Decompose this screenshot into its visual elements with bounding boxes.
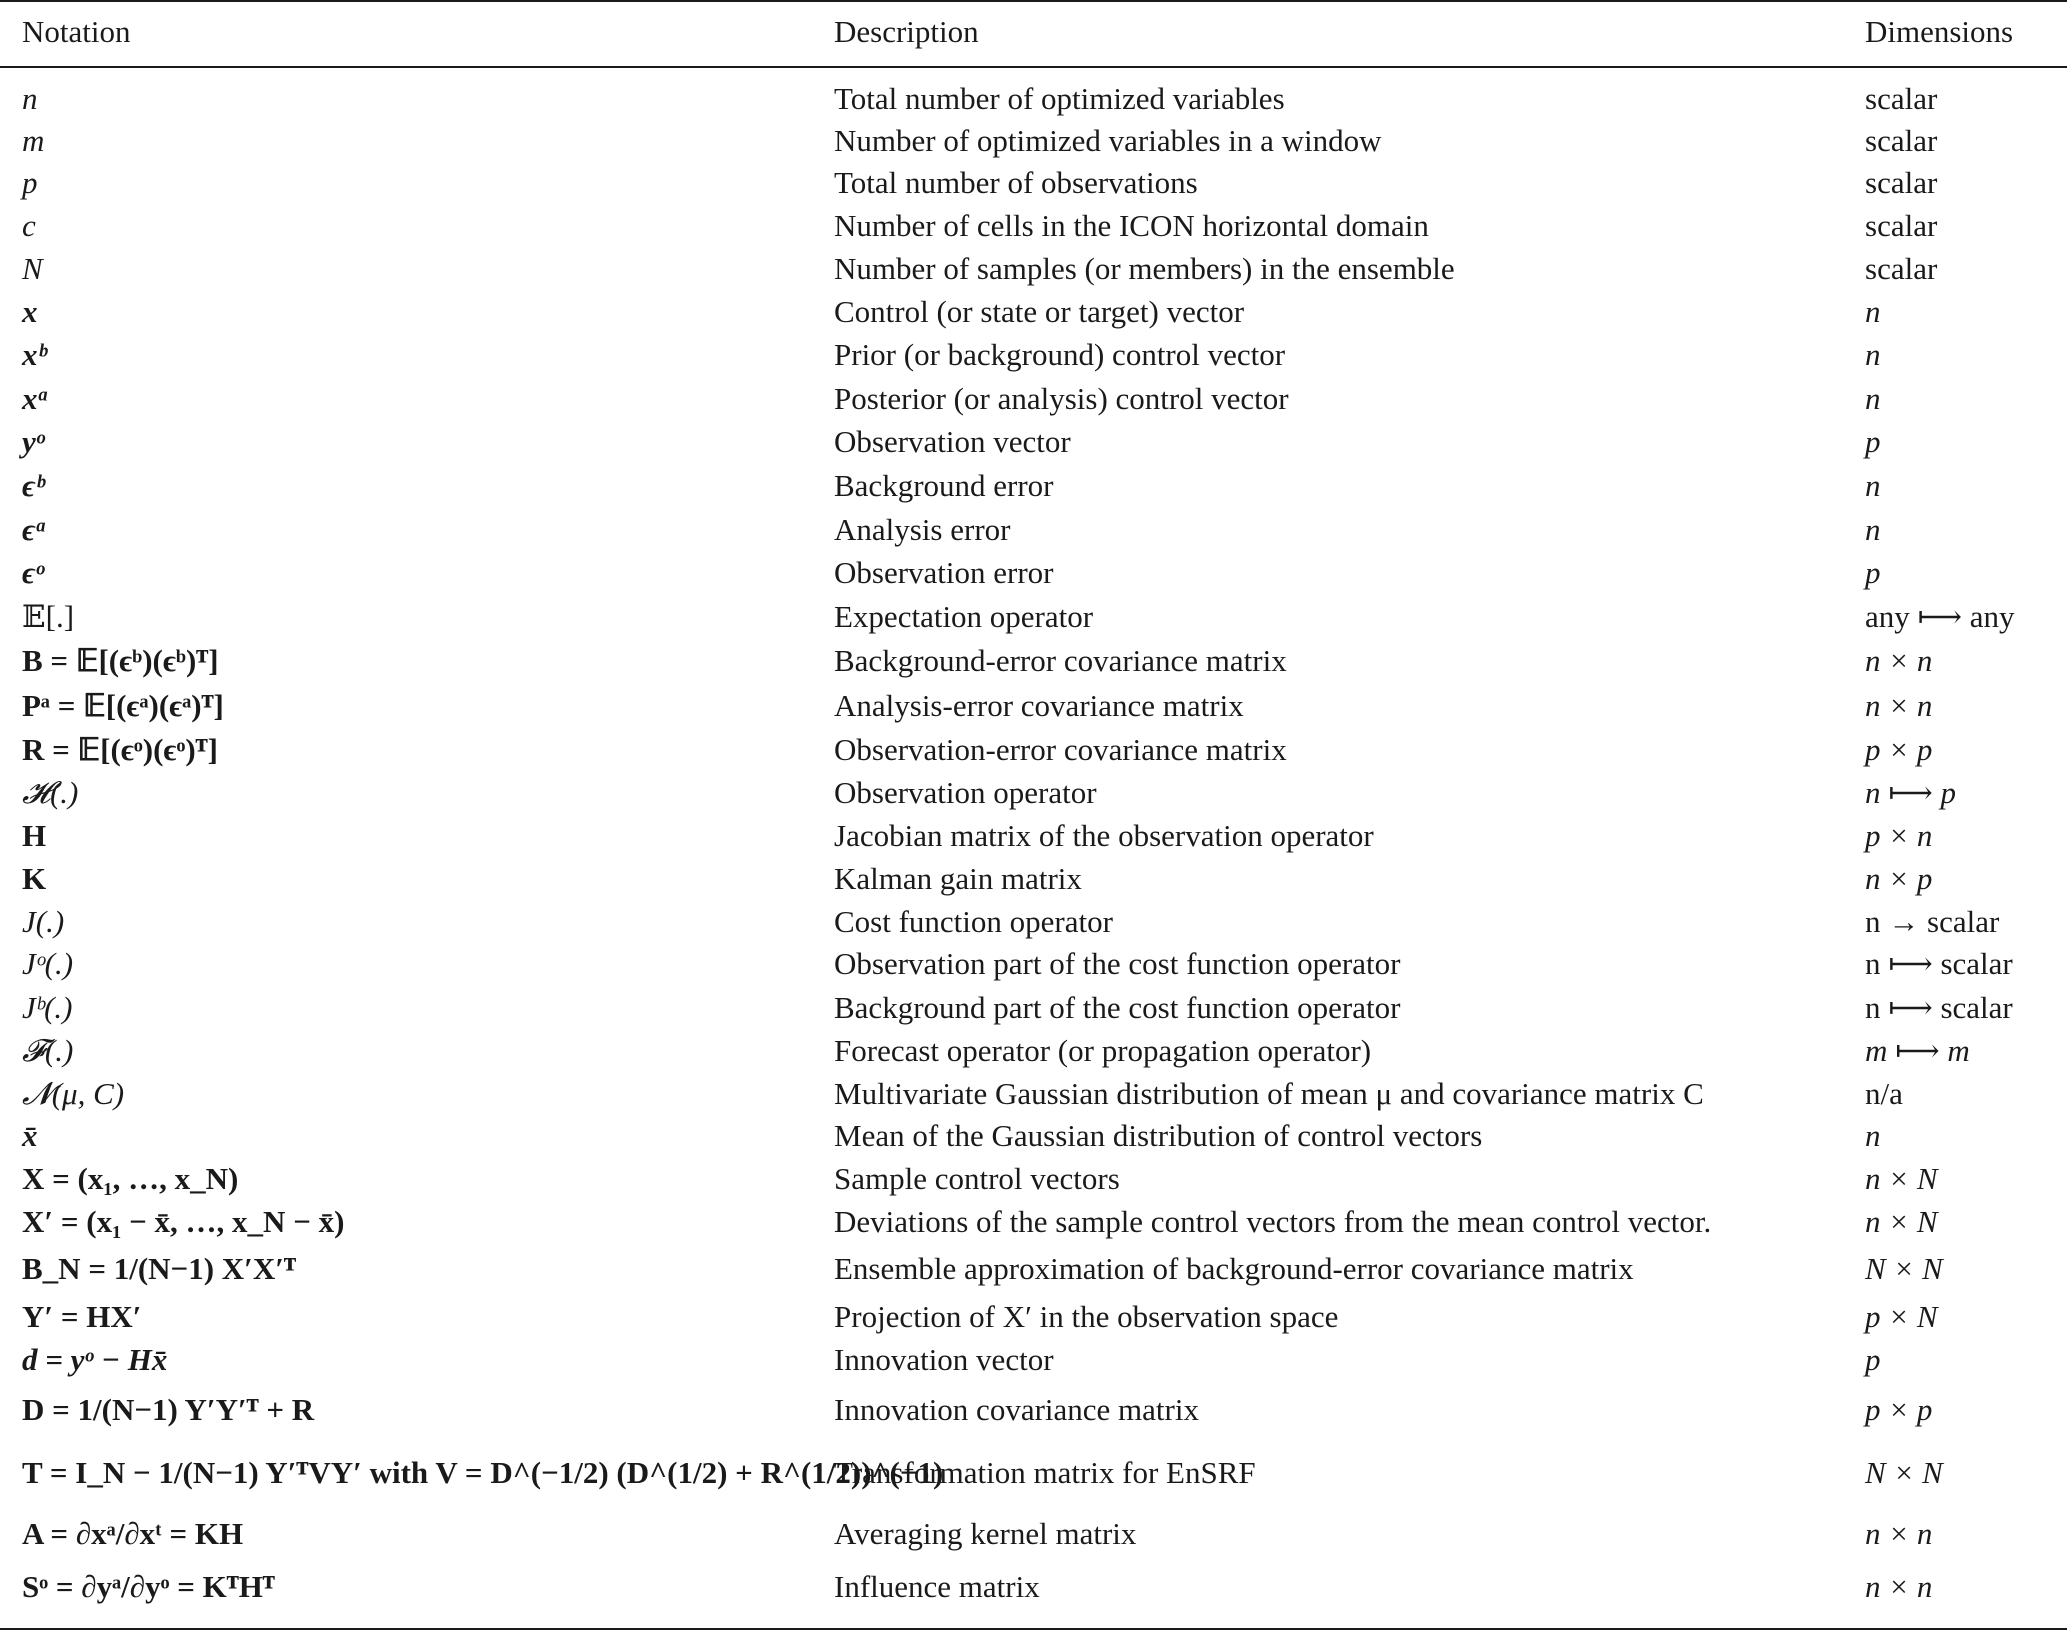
header-notation: Notation	[22, 14, 131, 49]
dimensions-cell: any ⟼ any	[1865, 599, 2015, 634]
notation-cell: 𝔼[.]	[22, 599, 75, 634]
table-row	[0, 1437, 2067, 1509]
table-row	[0, 78, 2067, 120]
table-row	[0, 1030, 2067, 1072]
table-row	[0, 943, 2067, 985]
dimensions-cell: p	[1865, 1342, 1881, 1377]
dimensions-cell: n ⟼ scalar	[1865, 990, 2013, 1025]
description-cell: Number of samples (or members) in the ensemble	[834, 251, 1455, 286]
notation-cell: p	[22, 165, 38, 200]
description-cell: Cost function operator	[834, 904, 1113, 939]
notation-cell: Sᵒ = ∂yᵃ/∂yᵒ = KᵀHᵀ	[22, 1569, 275, 1604]
dimensions-cell: n × N	[1865, 1161, 1938, 1196]
table-row	[0, 1296, 2067, 1338]
notation-cell: x̄	[22, 1118, 38, 1153]
table-row	[0, 729, 2067, 771]
notation-cell: xᵇ	[22, 337, 47, 372]
dimensions-cell: scalar	[1865, 165, 1938, 200]
dimensions-cell: n ⟼ scalar	[1865, 946, 2013, 981]
notation-cell: X′ = (x₁ − x̄, …, x_N − x̄)	[22, 1204, 345, 1239]
table-row	[0, 1158, 2067, 1200]
notation-cell: Pᵃ = 𝔼[(ϵᵃ)(ϵᵃ)ᵀ]	[22, 688, 224, 723]
description-cell: Observation part of the cost function operator	[834, 946, 1401, 981]
table-row	[0, 421, 2067, 463]
dimensions-cell: n × N	[1865, 1204, 1938, 1239]
dimensions-cell: n × p	[1865, 861, 1933, 896]
notation-cell: Jᵒ(.)	[22, 946, 74, 981]
table-row	[0, 205, 2067, 247]
dimensions-cell: p × n	[1865, 818, 1933, 853]
header-dimensions: Dimensions	[1865, 14, 2014, 49]
description-cell: Sample control vectors	[834, 1161, 1120, 1196]
dimensions-cell: n/a	[1865, 1076, 1903, 1111]
dimensions-cell: p × N	[1865, 1299, 1938, 1334]
description-cell: Ensemble approximation of background-error covariance matrix	[834, 1251, 1634, 1286]
description-cell: Multivariate Gaussian distribution of mean μ and covariance matrix C	[834, 1076, 1704, 1111]
notation-cell: xᵃ	[22, 381, 47, 416]
dimensions-cell: n × n	[1865, 688, 1933, 723]
dimensions-cell: p	[1865, 555, 1881, 590]
description-cell: Analysis-error covariance matrix	[834, 688, 1244, 723]
table-row	[0, 858, 2067, 900]
notation-cell: yᵒ	[22, 424, 45, 459]
dimensions-cell: n	[1865, 381, 1881, 416]
description-cell: Deviations of the sample control vectors from the mean control vector.	[834, 1204, 1712, 1239]
description-cell: Total number of observations	[834, 165, 1198, 200]
dimensions-cell: p × p	[1865, 732, 1933, 767]
notation-cell: N	[22, 251, 43, 286]
notation-cell: 𝓝(μ, C)	[22, 1076, 125, 1111]
notation-cell: K	[22, 861, 47, 896]
description-cell: Influence matrix	[834, 1569, 1040, 1604]
notation-cell: ϵᵒ	[22, 555, 45, 590]
table-row	[0, 1073, 2067, 1115]
dimensions-cell: scalar	[1865, 208, 1938, 243]
notation-cell: c	[22, 208, 36, 243]
notation-cell: ϵᵃ	[22, 512, 45, 547]
description-cell: Total number of optimized variables	[834, 81, 1285, 116]
dimensions-cell: n → scalar	[1865, 904, 2000, 939]
notation-cell: Jᵇ(.)	[22, 990, 73, 1025]
dimensions-cell: n	[1865, 1118, 1881, 1153]
dimensions-cell: scalar	[1865, 251, 1938, 286]
description-cell: Expectation operator	[834, 599, 1094, 634]
notation-cell: R = 𝔼[(ϵᵒ)(ϵᵒ)ᵀ]	[22, 732, 218, 767]
table-row	[0, 901, 2067, 943]
description-cell: Mean of the Gaussian distribution of control vectors	[834, 1118, 1483, 1153]
table-row	[0, 596, 2067, 638]
description-cell: Control (or state or target) vector	[834, 294, 1245, 329]
notation-cell: X = (x₁, …, x_N)	[22, 1161, 239, 1196]
dimensions-cell: n	[1865, 337, 1881, 372]
dimensions-cell: scalar	[1865, 123, 1938, 158]
description-cell: Innovation vector	[834, 1342, 1054, 1377]
dimensions-cell: scalar	[1865, 81, 1938, 116]
notation-cell: 𝓗(.)	[22, 775, 79, 810]
description-cell: Observation error	[834, 555, 1054, 590]
bottom-rule	[0, 1628, 2067, 1630]
table-row	[0, 378, 2067, 420]
table-row	[0, 334, 2067, 376]
notation-cell: H	[22, 818, 47, 853]
description-cell: Analysis error	[834, 512, 1011, 547]
dimensions-cell: n ⟼ p	[1865, 775, 1956, 810]
table-row	[0, 120, 2067, 162]
dimensions-cell: n	[1865, 512, 1881, 547]
description-cell: Number of optimized variables in a window	[834, 123, 1382, 158]
table-row	[0, 640, 2067, 682]
top-rule	[0, 0, 2067, 2]
description-cell: Posterior (or analysis) control vector	[834, 381, 1289, 416]
description-cell: Innovation covariance matrix	[834, 1392, 1199, 1427]
description-cell: Observation operator	[834, 775, 1097, 810]
table-row	[0, 248, 2067, 290]
notation-cell: x	[22, 294, 38, 329]
dimensions-cell: n × n	[1865, 1569, 1933, 1604]
table-row	[0, 987, 2067, 1029]
description-cell: Background part of the cost function operator	[834, 990, 1401, 1025]
table-row	[0, 685, 2067, 727]
notation-cell: ϵᵇ	[22, 468, 45, 503]
notation-cell: n	[22, 81, 38, 116]
description-cell: Prior (or background) control vector	[834, 337, 1286, 372]
header-rule	[0, 66, 2067, 68]
dimensions-cell: n × n	[1865, 1516, 1933, 1551]
notation-cell: T = I_N − 1/(N−1) Y′ᵀVY′ with V = D^(−1/2) (D^(1/2) + R^(1/2))^(−1)	[22, 1455, 944, 1490]
notation-cell: 𝓕(.)	[22, 1033, 74, 1068]
table-row	[0, 1339, 2067, 1381]
dimensions-cell: n	[1865, 294, 1881, 329]
description-cell: Kalman gain matrix	[834, 861, 1082, 896]
notation-cell: D = 1/(N−1) Y′Y′ᵀ + R	[22, 1392, 315, 1427]
dimensions-cell: p × p	[1865, 1392, 1933, 1427]
table-row	[0, 1513, 2067, 1555]
description-cell: Transformation matrix for EnSRF	[834, 1455, 1256, 1490]
dimensions-cell: m ⟼ m	[1865, 1033, 1970, 1068]
table-row	[0, 552, 2067, 594]
table-row	[0, 815, 2067, 857]
description-cell: Number of cells in the ICON horizontal domain	[834, 208, 1429, 243]
table-row	[0, 162, 2067, 204]
dimensions-cell: n × n	[1865, 643, 1933, 678]
table-row	[0, 291, 2067, 333]
table-row	[0, 1566, 2067, 1608]
table-row	[0, 509, 2067, 551]
table-row	[0, 1389, 2067, 1431]
description-cell: Observation-error covariance matrix	[834, 732, 1287, 767]
dimensions-cell: n	[1865, 468, 1881, 503]
description-cell: Background error	[834, 468, 1054, 503]
notation-cell: B = 𝔼[(ϵᵇ)(ϵᵇ)ᵀ]	[22, 643, 219, 678]
header-description: Description	[834, 14, 979, 49]
description-cell: Background-error covariance matrix	[834, 643, 1287, 678]
dimensions-cell: N × N	[1865, 1251, 1943, 1286]
notation-cell: A = ∂xᵃ/∂xᵗ = KH	[22, 1516, 244, 1551]
notation-cell: J(.)	[22, 904, 65, 939]
description-cell: Averaging kernel matrix	[834, 1516, 1137, 1551]
notation-cell: d = yᵒ − Hx̄	[22, 1342, 168, 1377]
notation-cell: Y′ = HX′	[22, 1299, 142, 1334]
dimensions-cell: p	[1865, 424, 1881, 459]
table-row	[0, 1115, 2067, 1157]
table-row	[0, 465, 2067, 507]
table-row	[0, 1201, 2067, 1243]
table-row	[0, 1248, 2067, 1290]
description-cell: Jacobian matrix of the observation operator	[834, 818, 1374, 853]
table-row	[0, 772, 2067, 814]
notation-cell: B_N = 1/(N−1) X′X′ᵀ	[22, 1251, 296, 1286]
dimensions-cell: N × N	[1865, 1455, 1943, 1490]
description-cell: Observation vector	[834, 424, 1071, 459]
notation-cell: m	[22, 123, 45, 158]
description-cell: Forecast operator (or propagation operator)	[834, 1033, 1372, 1068]
description-cell: Projection of X′ in the observation space	[834, 1299, 1339, 1334]
